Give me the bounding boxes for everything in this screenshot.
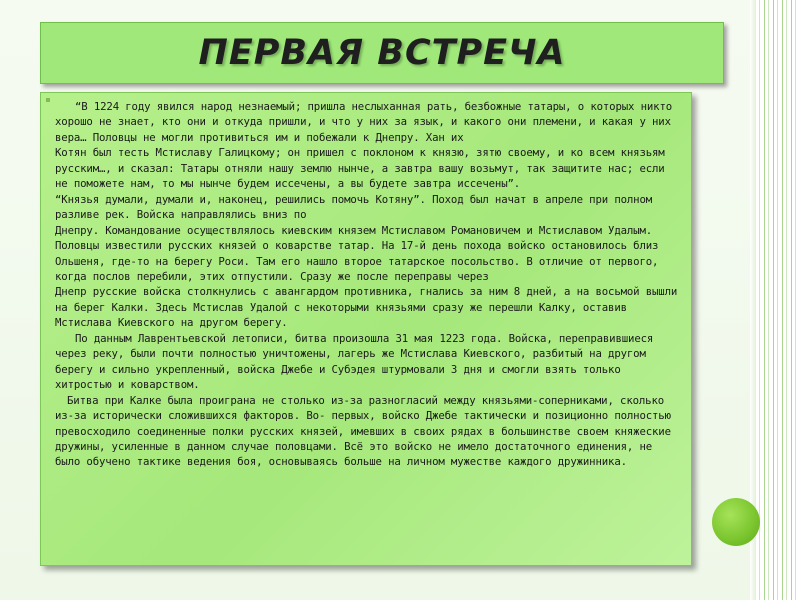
slide-title: ПЕРВАЯ ВСТРЕЧА bbox=[198, 33, 566, 73]
bullet-marker bbox=[46, 98, 50, 102]
paragraph-1: “В 1224 году явился народ незнаемый; пришла неслыханная рать, безбожные татары, о которых никто хорошо не знает, кто они и откуда пришли, и что у них за язык, и какого они племени, и какая у них вера… Половцы не могли противиться им и побежали к Днепру. Хан их bbox=[55, 100, 673, 144]
paragraph-3: “Князья думали, думали и, наконец, решились помочь Котяну”. Поход был начат в апреле при полном разливе рек. Войска направлялись вниз по bbox=[55, 192, 653, 222]
content-box bbox=[40, 92, 692, 566]
paragraph-6: По данным Лаврентьевской летописи, битва произошла 31 мая 1223 года. Войска, переправившиеся через реку, были почти полностью уничтожены, лагерь же Мстислава Киевского, разбитый на другом берегу и сильно укрепленный, войска Джебе и Субэдея штурмовали 3 дня и смогли взять только хитростью и коварством. bbox=[55, 331, 654, 392]
paragraph-7: Битва при Калке была проиграна не столько из-за разногласий между князьями-соперниками, сколько из-за исторически сложившихся факторов. Во- первых, войско Джебе тактически и позиционно полностью превосходило соединенные полки русских князей, имевших в своих рядах в большинстве своем княжеские дружины, усиленные в данном случае половцами. Всё это войско не имело достаточного единения, не было обучено тактике ведения боя, основываясь больше на личном мужестве каждого дружинника. bbox=[55, 393, 671, 469]
paragraph-2: Котян был тесть Мстиславу Галицкому; он пришел с поклоном к князю, зятю своему, и ко всем князьям русским…, и сказал: Татары отняли нашу землю нынче, а завтра вашу возьмут, так защитите нас; если не поможете нам, то мы нынче будем иссечены, а вы будете завтра иссечены”. bbox=[55, 146, 665, 191]
title-box bbox=[40, 22, 724, 84]
green-circle-decoration bbox=[712, 498, 760, 546]
decorative-stripes bbox=[756, 0, 800, 600]
paragraph-4: Днепру. Командование осуществлялось киевским князем Мстиславом Романовичем и Мстиславом Удалым. Половцы известили русских князей о коварстве татар. На 17-й день похода войско остановилось близ Ольшеня, где-то на берегу Роси. Там его нашло второе татарское посольство. В отличие от первого, когда послов перебили, этих отпустили. Сразу же после переправы через bbox=[55, 223, 659, 283]
paragraph-5: Днепр русские войска столкнулись с авангардом противника, гнались за ним 8 дней, а на восьмой вышли на берег Калки. Здесь Мстислав Удалой с некоторыми князьями сразу же перешли Калку, оставив Мстислава Киевского на другом берегу. bbox=[55, 285, 678, 330]
